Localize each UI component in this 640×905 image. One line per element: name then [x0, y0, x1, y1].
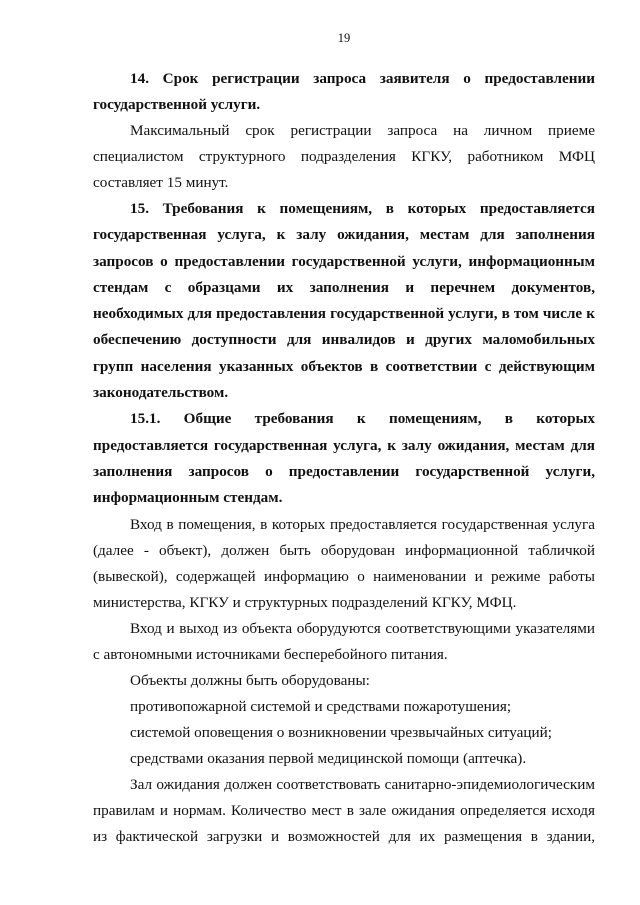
section-14-paragraph: Максимальный срок регистрации запроса на личном приеме специалистом структурного подразделения КГКУ, работником МФЦ составляет 15 минут. — [93, 122, 595, 191]
section-15-1-heading: 15.1. Общие требования к помещениям, в которых предоставляется государственная услуга, к залу ожидания, местам для заполнения запросов о предоставлении государственной услуги, информационным стендам. — [93, 410, 595, 507]
page-number: 19 — [337, 31, 351, 45]
section-14-heading: 14. Срок регистрации запроса заявителя о предоставлении государственной услуги. — [93, 70, 595, 113]
section-15-heading: 15. Требования к помещениям, в которых предоставляется государственная услуга, к залу ожидания, местам для заполнения запросов о предоставлении государственной услуги, информационным стендам с образцами их заполнения и перечнем документов, необходимых для предоставления государственной услуги, в том числе к обеспечению доступности для инвалидов и других маломобильных групп населения указанных объектов в соответствии с действующим законодательством. — [93, 200, 595, 402]
equipment-item-firstaid: средствами оказания первой медицинской помощи (аптечка). — [130, 749, 527, 767]
entrance-exit-paragraph: Вход и выход из объекта оборудуются соответствующими указателями с автономными источниками бесперебойного питания. — [93, 619, 595, 663]
document-page — [93, 30, 595, 850]
waiting-room-paragraph: Зал ожидания должен соответствовать санитарно-эпидемиологическим правилам и нормам. Количество мест в зале ожидания определяется исходя из фактической загрузки и возможностей для их размещения в здании, — [93, 775, 595, 845]
entrance-signage-paragraph: Вход в помещения, в которых предоставляется государственная услуга (далее - объект), должен быть оборудован информационной табличкой (вывеской), содержащей информацию о наименовании и режиме работы министерства, КГКУ и структурных подразделений КГКУ, МФЦ. — [93, 515, 595, 611]
equipment-item-alert: системой оповещения о возникновении чрезвычайных ситуаций; — [130, 723, 552, 741]
equipment-intro-paragraph: Объекты должны быть оборудованы: — [130, 671, 370, 689]
equipment-item-fire: противопожарной системой и средствами пожаротушения; — [130, 697, 512, 715]
